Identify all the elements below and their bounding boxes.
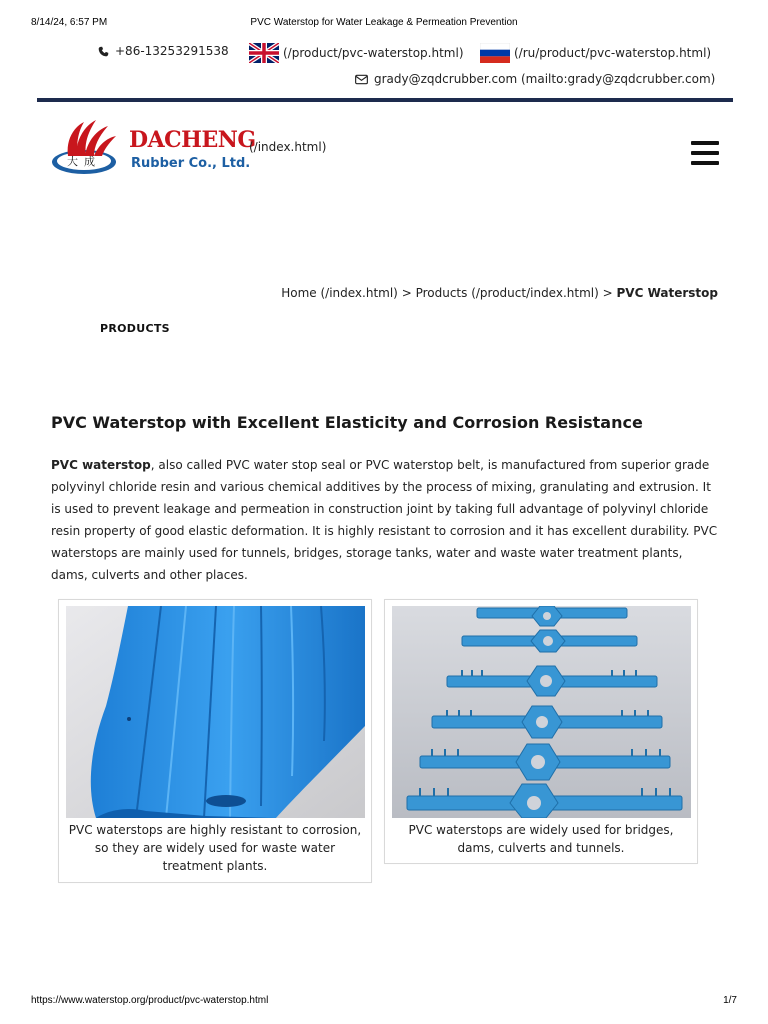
phone-icon <box>98 46 109 57</box>
blue-pvc-waterstop-photo <box>66 606 365 818</box>
header-divider <box>37 98 733 102</box>
phone-contact[interactable] <box>98 44 229 58</box>
email-address: grady@zqdcrubber.com (mailto:grady@zqdcrubber.com) <box>374 72 716 86</box>
russian-link-text: (/ru/product/pvc-waterstop.html) <box>514 46 712 60</box>
breadcrumb-home-link[interactable]: Home (/index.html) <box>281 286 398 300</box>
russia-flag-icon <box>480 43 510 63</box>
figure-card-corrosion <box>58 599 372 883</box>
products-section-label[interactable]: PRODUCTS <box>100 322 170 335</box>
breadcrumb <box>281 286 718 300</box>
envelope-icon <box>355 74 368 85</box>
figure-caption: PVC waterstops are highly resistant to corrosion, so they are widely used for waste water treatment plants. <box>68 823 362 873</box>
language-english-link[interactable] <box>249 43 464 63</box>
intro-paragraph <box>51 454 719 586</box>
print-datetime: 8/14/24, 6:57 PM <box>31 17 108 28</box>
page-title: PVC Waterstop with Excellent Elasticity and Corrosion Resistance <box>51 413 643 432</box>
print-header <box>0 17 768 31</box>
intro-bold-term: PVC waterstop <box>51 458 151 472</box>
stacked-pvc-waterstop-profiles-photo <box>392 606 691 818</box>
english-link-text: (/product/pvc-waterstop.html) <box>283 46 464 60</box>
phone-number: +86-13253291538 <box>115 44 229 58</box>
breadcrumb-products-link[interactable]: Products (/product/index.html) <box>415 286 599 300</box>
print-page-title: PVC Waterstop for Water Leakage & Permeation Prevention <box>250 17 518 28</box>
figure-caption: PVC waterstops are widely used for bridges, dams, culverts and tunnels. <box>408 823 674 855</box>
breadcrumb-separator: > <box>401 286 412 300</box>
print-page-number: 1/7 <box>723 995 737 1006</box>
hamburger-menu-icon[interactable] <box>691 141 719 165</box>
intro-text: , also called PVC water stop seal or PVC waterstop belt, is manufactured from superior grade polyvinyl chloride resin and various chemical additives by the process of mixing, granulating and extrusion. It is used to prevent leakage and permeation in construction joint by taking full advantage of polyvinyl chloride resin property of good elastic deformation. It is highly resistant to corrosion and it has excellent durability. PVC waterstops are mainly used for tunnels, bridges, storage tanks, water and waste water treatment plants, dams, culverts and other places. <box>51 458 718 582</box>
figure-card-applications <box>384 599 698 864</box>
language-russian-link[interactable] <box>480 43 711 63</box>
breadcrumb-separator: > <box>602 286 613 300</box>
dacheng-logo-icon <box>50 116 122 178</box>
logo-chinese-chars: 大成 <box>67 155 101 168</box>
print-footer-url: https://www.waterstop.org/product/pvc-waterstop.html <box>31 995 269 1006</box>
logo-company-subtitle: Rubber Co., Ltd. <box>131 156 251 171</box>
uk-flag-icon <box>249 43 279 63</box>
logo-company-name: DACHENG <box>129 127 256 153</box>
top-contact-bar <box>0 40 768 94</box>
logo-link-url[interactable]: (/index.html) <box>249 140 327 154</box>
breadcrumb-current: PVC Waterstop <box>616 286 718 300</box>
print-footer <box>0 995 768 1009</box>
email-contact[interactable] <box>355 72 715 86</box>
